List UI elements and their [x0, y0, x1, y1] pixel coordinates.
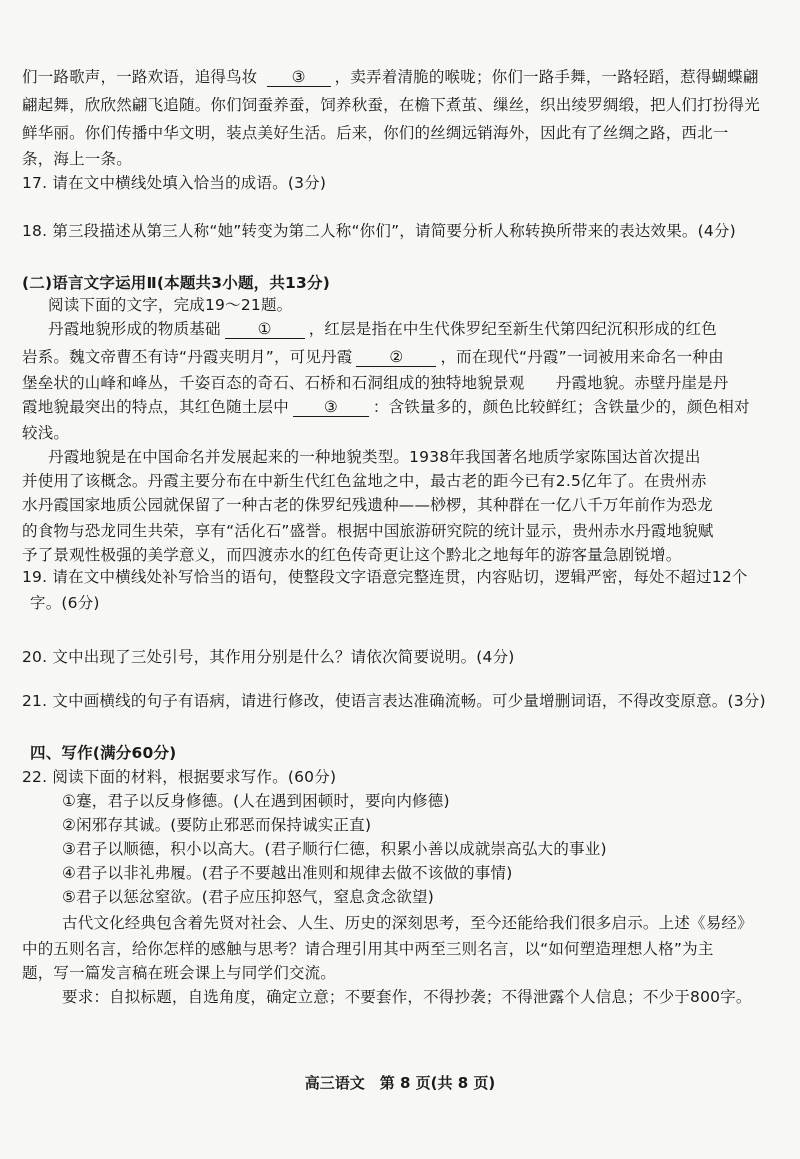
material-item: ②闲邪存其诚。(要防止邪恶而保持诚实正直) — [62, 816, 372, 834]
question-18: 18. 第三段描述从第三人称“她”转变为第二人称“你们”，请简要分析人称转换所带来的表达效果。(4分) — [22, 222, 736, 240]
passage-line: 予了景观性极强的美学意义，而四渡赤水的红色传奇更让这个黔北之地每年的游客量急剧锐增。 — [22, 546, 682, 564]
blank-3: ③ — [267, 70, 331, 87]
passage-line: 并使用了该概念。丹霞主要分布在中新生代红色盆地之中，最古老的距今已有2.5亿年了。在贵州赤 — [22, 472, 707, 490]
blank-1: ① — [225, 322, 305, 339]
question-22: 22. 阅读下面的材料，根据要求写作。(60分) — [22, 768, 337, 786]
passage-line: 丹霞地貌是在中国命名并发展起来的一种地貌类型。1938年我国著名地质学家陈国达首次提出 — [48, 448, 701, 466]
writing-prompt: 中的五则名言，给你怎样的感触与思考？请合理引用其中两至三则名言，以“如何塑造理想人格”为主 — [22, 940, 714, 958]
passage-line: 堡垒状的山峰和峰丛，千姿百态的奇石、石桥和石洞组成的独特地貌景观 丹霞地貌。赤壁丹崖是丹 — [22, 374, 729, 392]
question-19: 19. 请在文中横线处补写恰当的语句，使整段文字语意完整连贯，内容贴切，逻辑严密，每处不超过12个 — [22, 568, 748, 586]
page-footer: 高三语文 第 8 页(共 8 页) — [304, 1074, 496, 1092]
question-21: 21. 文中画横线的句子有语病，请进行修改，使语言表达准确流畅。可少量增删词语，不得改变原意。(3分) — [22, 692, 766, 710]
writing-prompt: 题，写一篇发言稿在班会课上与同学们交流。 — [22, 964, 337, 982]
passage-line: 岩系。魏文帝曹丕有诗“丹霞夹明月”，可见丹霞 ② ，而在现代“丹霞”一词被用来命名一种由 — [22, 348, 724, 366]
passage-line: 霞地貌最突出的特点，其红色随土层中 ③ ：含铁量多的，颜色比较鲜红；含铁量少的，颜色相对 — [22, 398, 750, 416]
blank-3: ③ — [293, 400, 369, 417]
section-2-title: (二)语言文字运用Ⅱ(本题共3小题，共13分) — [22, 274, 331, 292]
material-item: ④君子以非礼弗履。(君子不要越出准则和规律去做不该做的事情) — [62, 864, 513, 882]
section-2-intro: 阅读下面的文字，完成19～21题。 — [48, 296, 293, 314]
section-4-title: 四、写作(满分60分) — [30, 744, 177, 762]
question-20: 20. 文中出现了三处引号，其作用分别是什么？请依次简要说明。(4分) — [22, 648, 515, 666]
writing-prompt: 古代文化经典包含着先贤对社会、人生、历史的深刻思考，至今还能给我们很多启示。上述《易经》 — [62, 914, 753, 932]
passage-line: 鲜华丽。你们传播中华文明，装点美好生活。后来，你们的丝绸远销海外，因此有了丝绸之路，西北一 — [22, 124, 729, 142]
passage-line: 条，海上一条。 — [22, 150, 132, 168]
passage-line: 翩起舞，欣欣然翩飞追随。你们饲蚕养蚕，饲养秋蚕，在檐下煮茧、缫丝，织出绫罗绸缎，把人们打扮得光 — [22, 96, 760, 114]
passage-line: 较浅。 — [22, 424, 70, 442]
material-item: ③君子以顺德，积小以高大。(君子顺行仁德，积累小善以成就崇高弘大的事业) — [62, 840, 607, 858]
passage-line: 丹霞地貌形成的物质基础 ① ，红层是指在中生代侏罗纪至新生代第四纪沉积形成的红色 — [48, 320, 717, 338]
passage-line: 水丹霞国家地质公园就保留了一种古老的侏罗纪残遗种——桫椤，其种群在一亿八千万年前作为恐龙 — [22, 496, 713, 514]
passage-line: 们一路歌声，一路欢语，追得鸟妆 ③ ，卖弄着清脆的喉咙；你们一路手舞，一路轻蹈，惹得蝴蝶翩 — [22, 68, 759, 86]
question-17: 17. 请在文中横线处填入恰当的成语。(3分) — [22, 174, 327, 192]
material-item: ①蹇，君子以反身修德。(人在遇到困顿时，要向内修德) — [62, 792, 450, 810]
question-19-cont: 字。(6分) — [30, 594, 100, 612]
passage-line: 的食物与恐龙同生共荣，享有“活化石”盛誉。根据中国旅游研究院的统计显示，贵州赤水丹霞地貌赋 — [22, 522, 714, 540]
material-item: ⑤君子以惩忿窒欲。(君子应压抑怒气，窒息贪念欲望) — [62, 888, 434, 906]
writing-requirements: 要求：自拟标题，自选角度，确定立意；不要套作，不得抄袭；不得泄露个人信息；不少于800字。 — [62, 988, 752, 1006]
blank-2: ② — [356, 350, 436, 367]
